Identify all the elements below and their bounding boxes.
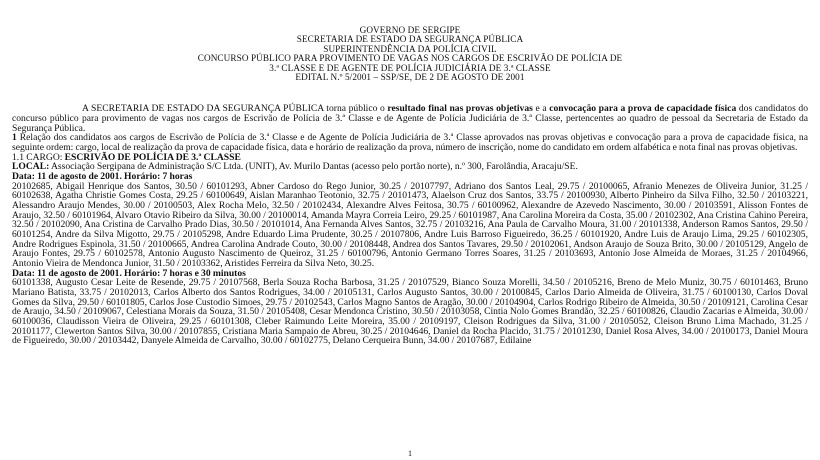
block-2-candidates: 60101338, Augusto Cesar Leite de Resende, 29.75 / 20107568, Berla Souza Rocha Barbosa, 31.25 / 20107529, Bianco Souza Morelli, 34.50 / 20105216, Breno de Melo Muniz, 30.75 / 60101463, Bruno Mariano Batista, 33.75 / 20102013, Carlos Alberto dos Santos Rodrigues, 34.00 / 20105131, Carlos Augusto Santos, 30.00 / 20100845, Carlos Dario Almeida de Oliveira, 31.75 / 60100130, Carlos Doval Gomes da Silva, 29.50 / 60101805, Carlos Jose Custodio Simoes, 29.75 / 20102543, Carlos Magno Santos de Aragão, 30.00 / 20104904, Carlos Rodrigo Ribeiro de Almeida, 30.50 / 20109121, Carolina Cesar de Araujo, 34.50 / 20109067, Celestiana Morais da Souza, 31.50 / 20105408, Cesar Mendonca Cristino, 30.50 / 20103058, Cintia Nolo Gomes Brandão, 32.25 / 60100826, Claudio Zacarias e Almeida, 30.00 / 60100036, Claudisson Vieira de Oliveira, 29.25 / 60101308, Cleber Raimundo Leite Moreira, 35.00 / 20109197, Cleison Rodrigues da Silva, 31.00 / 20105052, Cleison Bruno Lima Machado, 31.25 / 20101177, Clewerton Santos Silva, 30.00 / 20107855, Cristiana Maria Sampaio de Abreu, 30.25 / 20104646, Daniel da Rocha Placido, 31.75 / 20101230, Daniel Rosa Alves, 34.00 / 20100173, Daniel Moura de Figueiredo, 30.00 / 20103442, Danyele Almeida de Carvalho, 30.00 / 60102775, Delano Cerqueira Bunn, 34.00 / 20107687, Edilaine — [12, 277, 808, 347]
header-secretariat: SECRETARIA DE ESTADO DA SEGURANÇA PÚBLICA — [296, 34, 524, 45]
header-contest-title-cont: 3.ª CLASSE E DE AGENTE DE POLÍCIA JUDICIÁRIA DE 3.ª CLASSE — [269, 62, 551, 73]
intro-bold-convocation: convocação para a prova de capacidade física — [549, 103, 737, 115]
intro-paragraph: A SECRETARIA DE ESTADO DA SEGURANÇA PÚBLICA torna público o resultado final nas provas objetivas e a convocação para a prova de capacidade física dos candidatos do concurso público para provimento de vagas nos cargos de Escrivão de Polícia de 3.ª Classe e de Agente de Polícia Judiciária de 3.ª Classe, pertencentes ao quadro de pessoal da Secretaria de Estado da Segurança Pública. — [12, 103, 809, 134]
block-1-candidates: 20102685, Abigail Henrique dos Santos, 30.50 / 60101293, Abner Cardoso do Rego Junior, 30.25 / 20107797, Adriano dos Santos Leal, 29.75 / 20100065, Afranio Menezes de Oliveira Junior, 31.25 / 60102638, Agatha Christie Gomes Costa, 29.25 / 60100649, Aislan Maranhao Teotonio, 32.75 / 20101473, Alaelson Cruz dos Santos, 33.75 / 20100930, Alberto Pinheiro da Silva Filho, 32.50 / 20103221, Alessandro Araujo Mendes, 30.00 / 20100503, Alex Rocha Melo, 32.50 / 20102434, Alexandre Alves Feitosa, 30.75 / 60100962, Alexandre de Azevedo Nascimento, 30.00 / 20103591, Alisson Fontes de Araujo, 32.50 / 60101964, Alvaro Otavio Ribeiro da Silva, 30.00 / 20100014, Amanda Mayra Correia Leiro, 29.25 / 60101987, Ana Carolina Moreira da Costa, 35.00 / 20102302, Ana Cristina Cahino Pereira, 32.50 / 20102090, Ana Cristina de Carvalho Prado Dias, 30.50 / 20101014, Ana Fernanda Alves Santos, 32.75 / 20103216, Ana Paula de Carvalho Moura, 31.00 / 20101338, Anderson Ramos Santos, 29.50 / 60101254, Andre da Silva Migotto, 29.75 / 20105298, Andre Eduardo Lima Prudente, 30.25 / 20107806, Andre Luis Barroso Figueiredo, 36.25 / 60101920, Andre Luis de Araujo Lima, 29.25 / 60102305, Andre Rodrigues Espinola, 31.50 / 20100665, Andrea Carolina Andrade Couto, 30.00 / 20108448, Andrea dos Santos Tavares, 29.50 / 20102061, Andson Araujo de Souza Brito, 30.00 / 20105129, Angelo de Araujo Fontes, 29.75 / 60102578, Antonio Augusto Nascimento de Queiroz, 31.25 / 60100796, Antonio Germano Torres Soares, 31.25 / 20103693, Antonio Jose Almeida de Moraes, 31.25 / 20104966, Antonio Vieira de Mendonca Junior, 31.50 / 20103362, Aristides Ferreira da Silva Neto, 30.25. — [12, 180, 808, 269]
block-1-heading: Data: 11 de agosto de 2001. Horário: 7 horas — [12, 171, 193, 183]
header-contest-title: CONCURSO PÚBLICO PARA PROVIMENTO DE VAGAS NOS CARGOS DE ESCRIVÃO DE POLÍCIA DE — [197, 53, 623, 64]
local-line: LOCAL: Associação Sergipana de Administração S/C Ltda. (UNIT), Av. Murilo Dantas (acesso pelo portão norte), n.º 300, Farolândia, Aracaju/SE. — [12, 161, 578, 173]
document-header — [12, 26, 808, 82]
page-number: 1 — [408, 449, 412, 458]
header-superintendence: SUPERINTENDÊNCIA DA POLÍCIA CIVIL — [323, 43, 497, 54]
block-2-heading: Data: 11 de agosto de 2001. Horário: 7 horas e 30 minutos — [12, 267, 246, 279]
local-label: LOCAL: — [12, 161, 50, 173]
cargo-title: ESCRIVÃO DE POLÍCIA DE 3.ª CLASSE — [64, 151, 241, 163]
header-edital: EDITAL N.º 5/2001 – SSP/SE, DE 2 DE AGOSTO DE 2001 — [295, 72, 525, 83]
item-1-paragraph: 1 Relação dos candidatos aos cargos de Escrivão de Polícia de 3.ª Classe e de Agente de Polícia Judiciária de 3.ª Classe aprovados nas provas objetivas e convocação para a prova de capacidade física, na seguinte ordem: cargo, local de realização da prova de capacidade física, data e horário de realização da prova, número de inscrição, nome do candidato em ordem alfabética e nota final nas provas objetivas. — [12, 132, 808, 154]
cargo-line: 1.1 CARGO: ESCRIVÃO DE POLÍCIA DE 3.ª CLASSE — [12, 151, 241, 163]
intro-bold-result: resultado final nas provas objetivas — [387, 103, 533, 115]
header-government: GOVERNO DE SERGIPE — [359, 25, 461, 35]
document-body — [12, 104, 808, 345]
